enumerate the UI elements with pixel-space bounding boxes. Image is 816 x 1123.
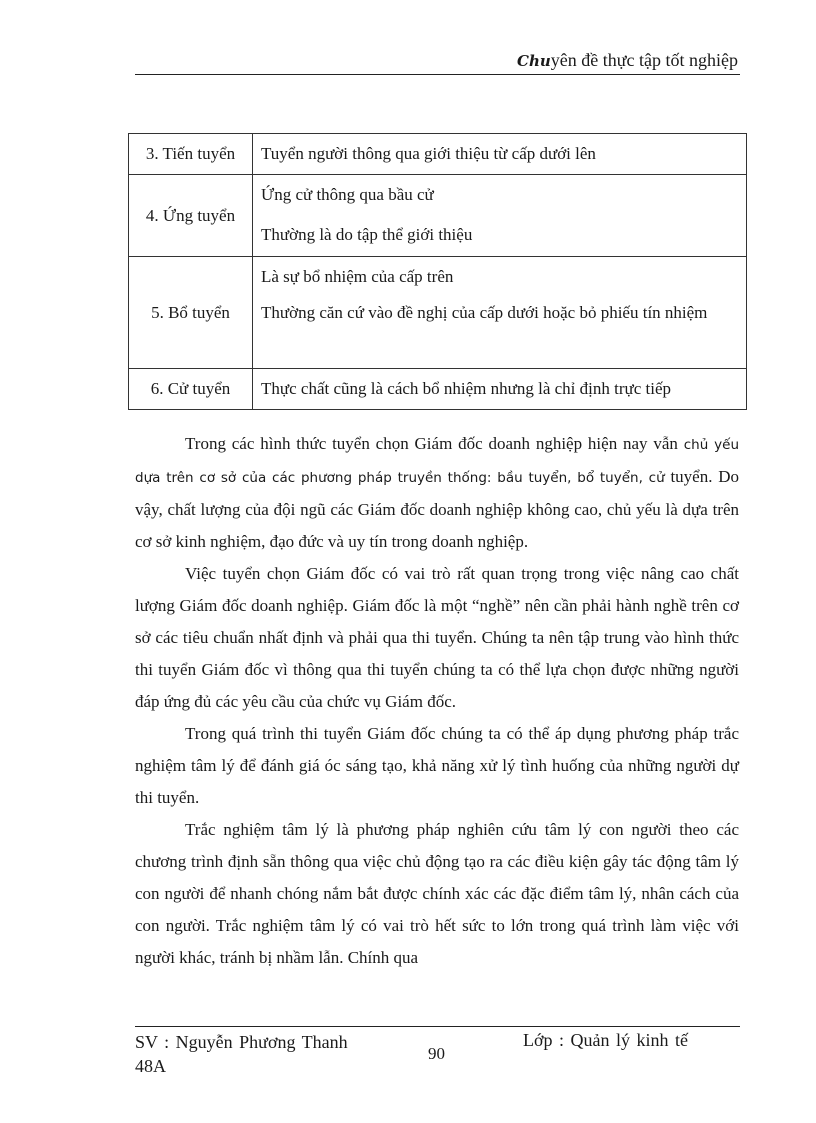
description-line: Ứng cử thông qua bầu cử: [261, 185, 434, 204]
method-description: [253, 175, 747, 257]
method-description: [253, 134, 747, 175]
body-text: [135, 428, 739, 974]
description-line: Thường là do tập thể giới thiệu: [261, 225, 473, 244]
method-label: 4. Ứng tuyển: [129, 175, 253, 257]
description-line: Thường căn cứ vào đề nghị của cấp dưới hoặc bỏ phiếu tín nhiệm: [261, 303, 708, 322]
table-row: [129, 369, 747, 410]
header-title-text: yên đề thực tập tốt nghiệp: [550, 50, 738, 70]
method-label: 5. Bổ tuyển: [129, 257, 253, 369]
table-row: [129, 134, 747, 175]
footer-divider: [135, 1026, 740, 1027]
description-line: Thực chất cũng là cách bổ nhiệm nhưng là chỉ định trực tiếp: [261, 379, 672, 398]
header-title: [517, 50, 738, 71]
header-title-script: Chu: [517, 52, 551, 70]
description-line: Là sự bổ nhiệm của cấp trên: [261, 267, 454, 286]
method-label: 6. Cử tuyển: [129, 369, 253, 410]
paragraph-text: tuyển. Do vậy, chất lượng của đội ngũ các Giám đốc doanh nghiệp không cao, chủ yếu là dựa trên cơ sở kinh nghiệm, đạo đức và uy tín trong doanh nghiệp.: [135, 467, 739, 551]
selection-methods-table: [128, 133, 747, 410]
method-description: [253, 369, 747, 410]
footer-class: Lớp : Quản lý kinh tế: [523, 1030, 688, 1050]
paragraph-text: Trong các hình thức tuyển chọn Giám đốc doanh nghiệp hiện nay vẫn: [185, 434, 678, 453]
page-number: 90: [428, 1044, 445, 1063]
table-row: [129, 175, 747, 257]
footer-student: SV : Nguyễn Phương Thanh 48A: [135, 1032, 348, 1076]
paragraph: [135, 428, 739, 558]
table-row: [129, 257, 747, 369]
paragraph-text-alt-font: chủ yếu dựa trên cơ sở của các phương pháp truyền thống: bầu tuyển, bổ tuyển, cử: [135, 437, 739, 486]
paragraph: Việc tuyển chọn Giám đốc có vai trò rất quan trọng trong việc nâng cao chất lượng Giám đốc doanh nghiệp. Giám đốc là một “nghề” nên cần phải hành nghề trên cơ sở các tiêu chuẩn nhất định và phải qua thi tuyển. Chúng ta nên tập trung vào hình thức thi tuyển Giám đốc vì thông qua thi tuyển chúng ta có thể lựa chọn được những người đáp ứng đủ các yêu cầu của chức vụ Giám đốc.: [135, 564, 739, 711]
description-line: Tuyển người thông qua giới thiệu từ cấp dưới lên: [261, 144, 596, 163]
paragraph: Trắc nghiệm tâm lý là phương pháp nghiên cứu tâm lý con người theo các chương trình định sẵn thông qua việc chủ động tạo ra các điều kiện gây tác động tâm lý con người để nhanh chóng nắm bắt được chính xác các đặc điểm tâm lý, nhân cách của con người. Trắc nghiệm tâm lý có vai trò hết sức to lớn trong quá trình làm việc với người khác, tránh bị nhầm lẫn. Chính qua: [135, 820, 739, 967]
page-header: [135, 48, 740, 75]
method-description: [253, 257, 747, 369]
paragraph: Trong quá trình thi tuyển Giám đốc chúng ta có thể áp dụng phương pháp trắc nghiệm tâm lý để đánh giá óc sáng tạo, khả năng xử lý tình huống của những người dự thi tuyển.: [135, 724, 739, 807]
method-label: 3. Tiến tuyển: [129, 134, 253, 175]
